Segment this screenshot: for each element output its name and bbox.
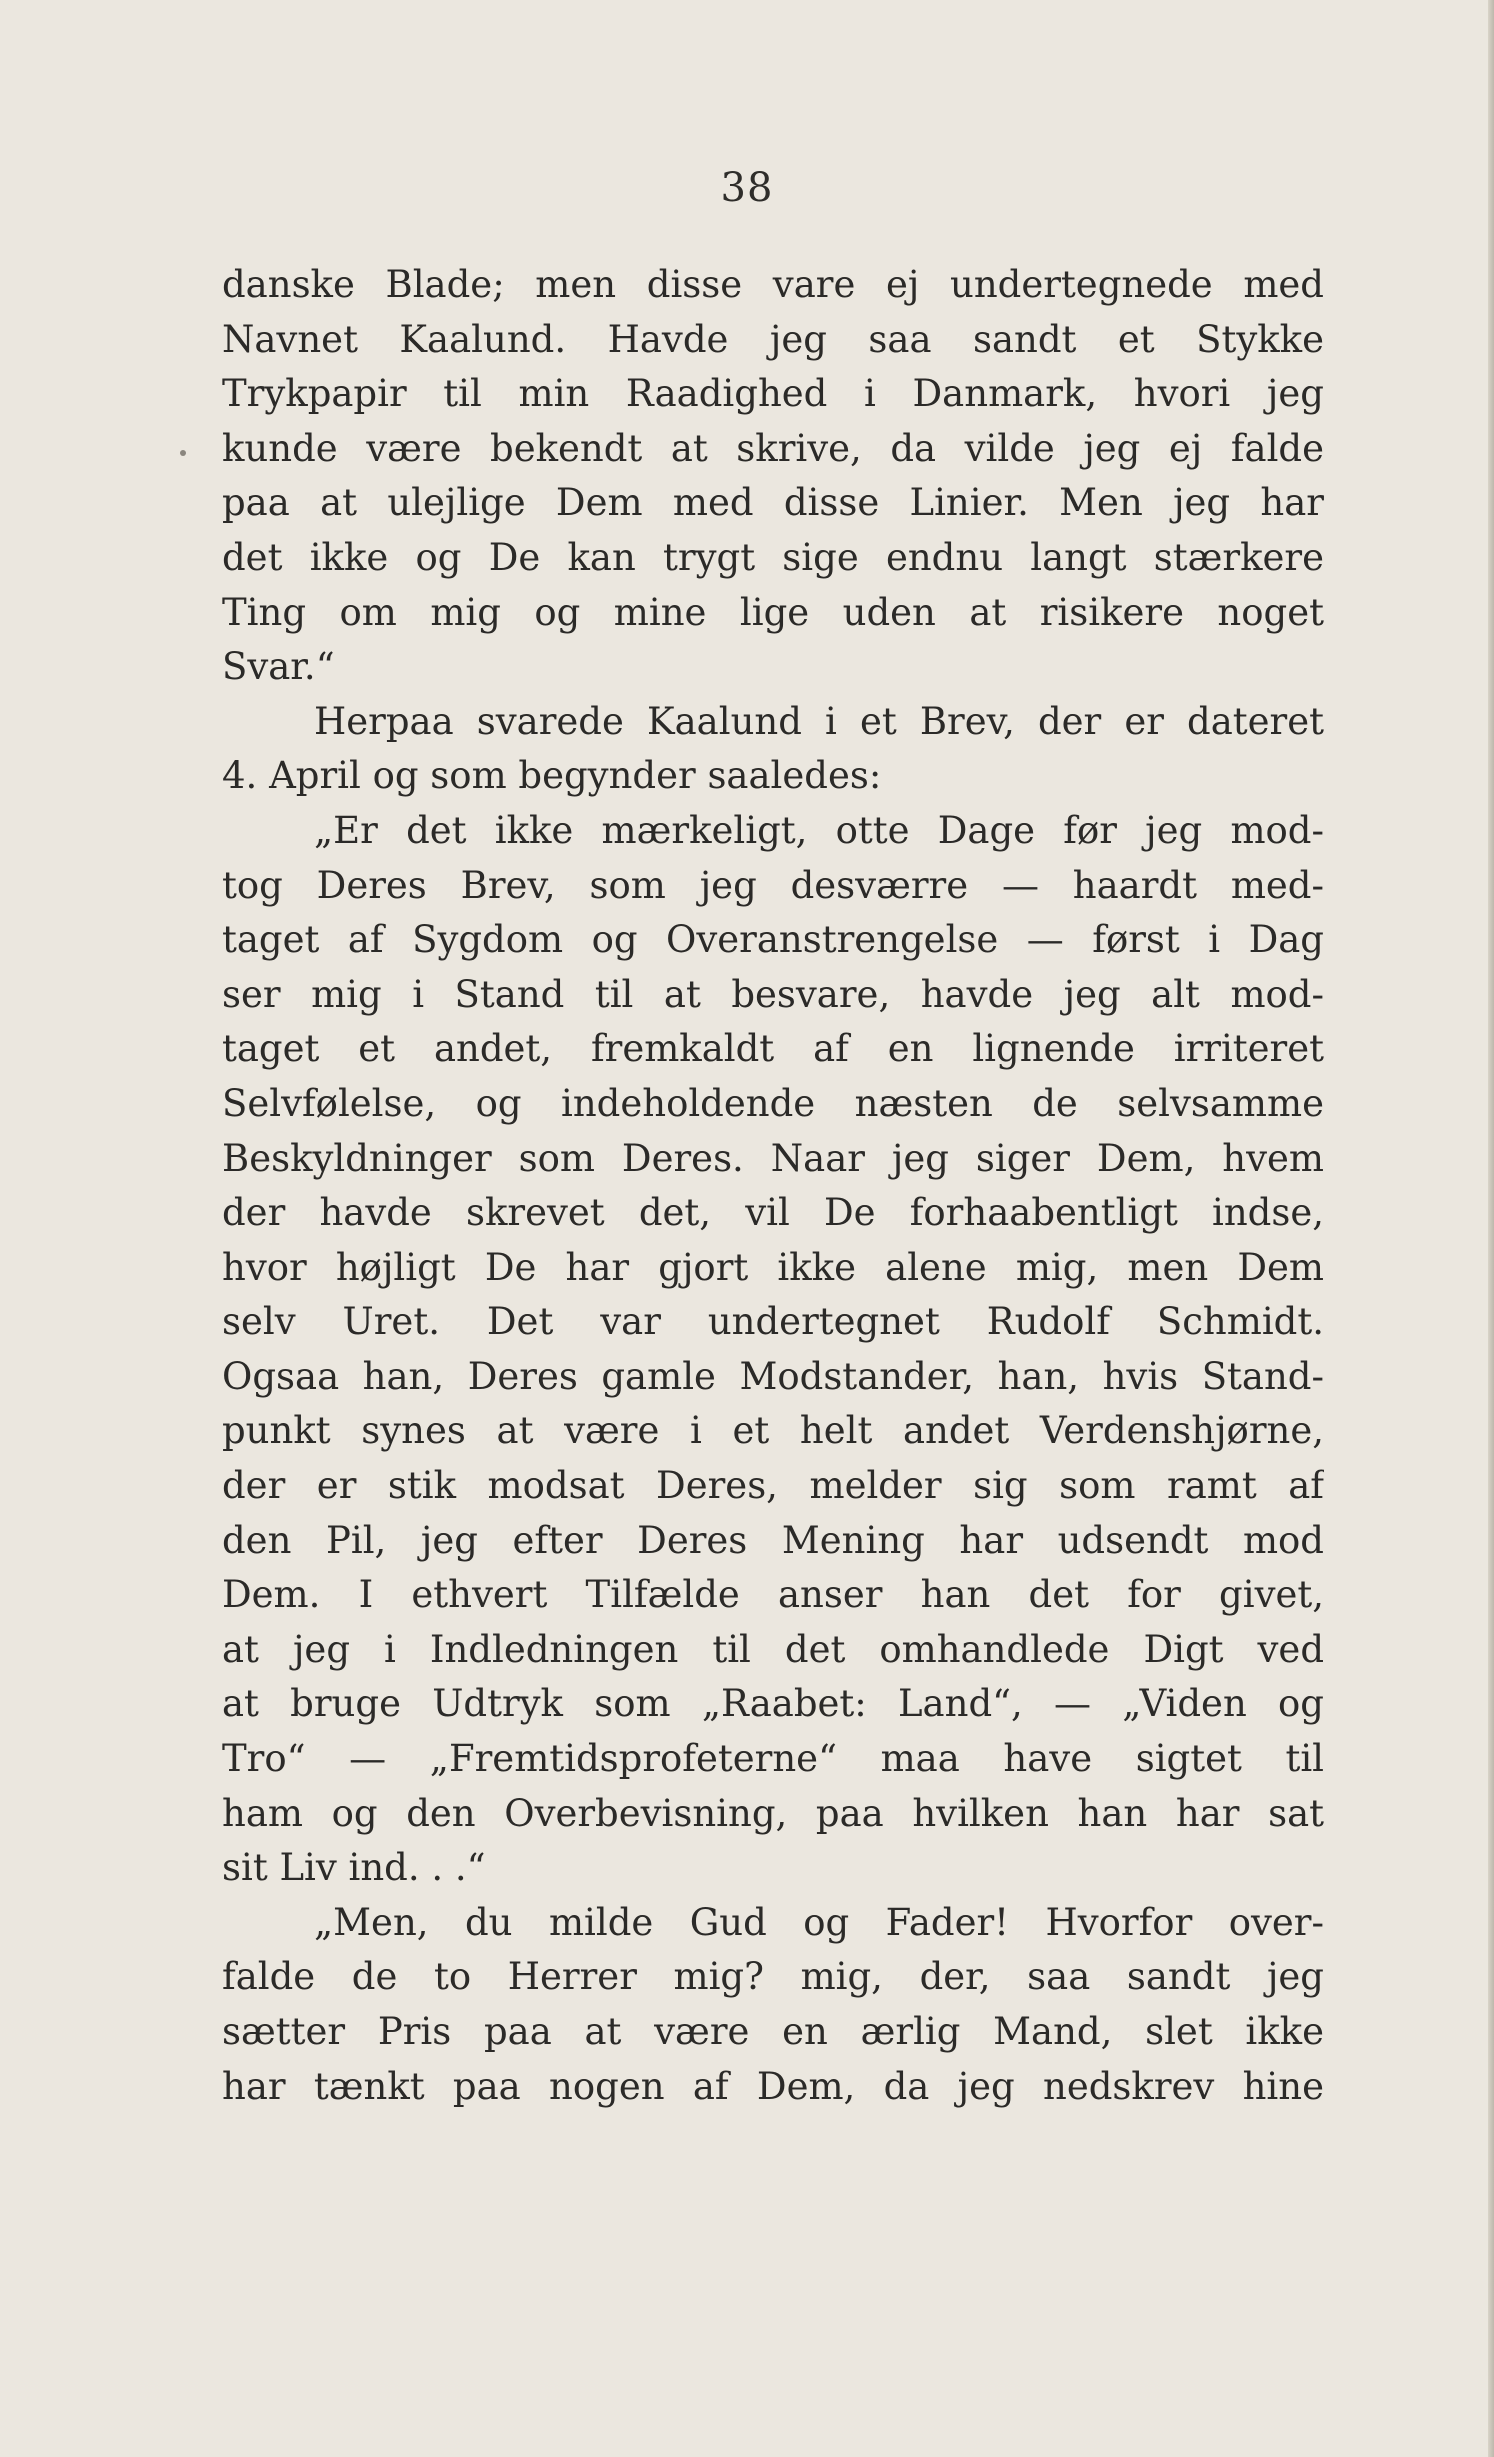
text-line: hvor højligt De har gjort ikke alene mig, men Dem: [222, 1245, 1324, 1289]
text-line: Tro“ — „Fremtidsprofeterne“ maa have sigtet til: [222, 1737, 1324, 1781]
text-line: Trykpapir til min Raadighed i Danmark, hvori jeg: [222, 372, 1324, 416]
text-line: Dem. I ethvert Tilfælde anser han det for givet,: [222, 1573, 1324, 1617]
text-line: Svar.“: [222, 645, 335, 689]
margin-mark: [180, 450, 186, 456]
page-edge: [1488, 0, 1494, 2457]
text-line: den Pil, jeg efter Deres Mening har udsendt mod: [222, 1518, 1324, 1562]
text-line: der havde skrevet det, vil De forhaabentligt indse,: [222, 1191, 1324, 1235]
text-line: „Men, du milde Gud og Fader! Hvorfor over-: [314, 1900, 1324, 1944]
text-line: 4. April og som begynder saaledes:: [222, 754, 882, 798]
text-line: der er stik modsat Deres, melder sig som ramt af: [222, 1464, 1324, 1508]
text-line: Navnet Kaalund. Havde jeg saa sandt et Stykke: [222, 317, 1324, 361]
text-line: danske Blade; men disse vare ej undertegnede med: [222, 263, 1324, 306]
text-line: Ogsaa han, Deres gamle Modstander, han, hvis Stand-: [222, 1354, 1324, 1398]
body-text: [222, 258, 1324, 2114]
text-line: tog Deres Brev, som jeg desværre — haardt med-: [222, 863, 1324, 907]
text-line: det ikke og De kan trygt sige endnu langt stærkere: [222, 535, 1324, 579]
text-line: paa at ulejlige Dem med disse Linier. Men jeg har: [222, 481, 1324, 525]
text-line: selv Uret. Det var undertegnet Rudolf Schmidt.: [222, 1300, 1324, 1344]
text-line: sætter Pris paa at være en ærlig Mand, slet ikke: [222, 2010, 1324, 2053]
text-line: punkt synes at være i et helt andet Verdenshjørne,: [222, 1409, 1324, 1453]
text-line: at jeg i Indledningen til det omhandlede Digt ved: [222, 1627, 1324, 1671]
text-line: kunde være bekendt at skrive, da vilde jeg ej falde: [222, 426, 1324, 470]
text-line: taget et andet, fremkaldt af en lignende irriteret: [222, 1027, 1324, 1071]
text-line: ser mig i Stand til at besvare, havde jeg alt mod-: [222, 972, 1324, 1016]
text-line: har tænkt paa nogen af Dem, da jeg nedskrev hine: [222, 2064, 1324, 2108]
text-line: Ting om mig og mine lige uden at risikere noget: [222, 590, 1324, 634]
text-line: „Er det ikke mærkeligt, otte Dage før jeg mod-: [314, 808, 1324, 852]
page-number: 38: [720, 165, 774, 211]
text-line: Beskyldninger som Deres. Naar jeg siger Dem, hvem: [222, 1136, 1324, 1180]
text-line: ham og den Overbevisning, paa hvilken han har sat: [222, 1791, 1324, 1835]
text-line: at bruge Udtryk som „Raabet: Land“, — „Viden og: [222, 1682, 1324, 1726]
text-line: taget af Sygdom og Overanstrengelse — først i Dag: [222, 918, 1324, 962]
text-line: sit Liv ind. . .“: [222, 1846, 486, 1890]
text-line: Selvfølelse, og indeholdende næsten de selvsamme: [222, 1081, 1324, 1125]
text-line: falde de to Herrer mig? mig, der, saa sandt jeg: [222, 1955, 1324, 1999]
text-line: Herpaa svarede Kaalund i et Brev, der er dateret: [314, 699, 1324, 743]
